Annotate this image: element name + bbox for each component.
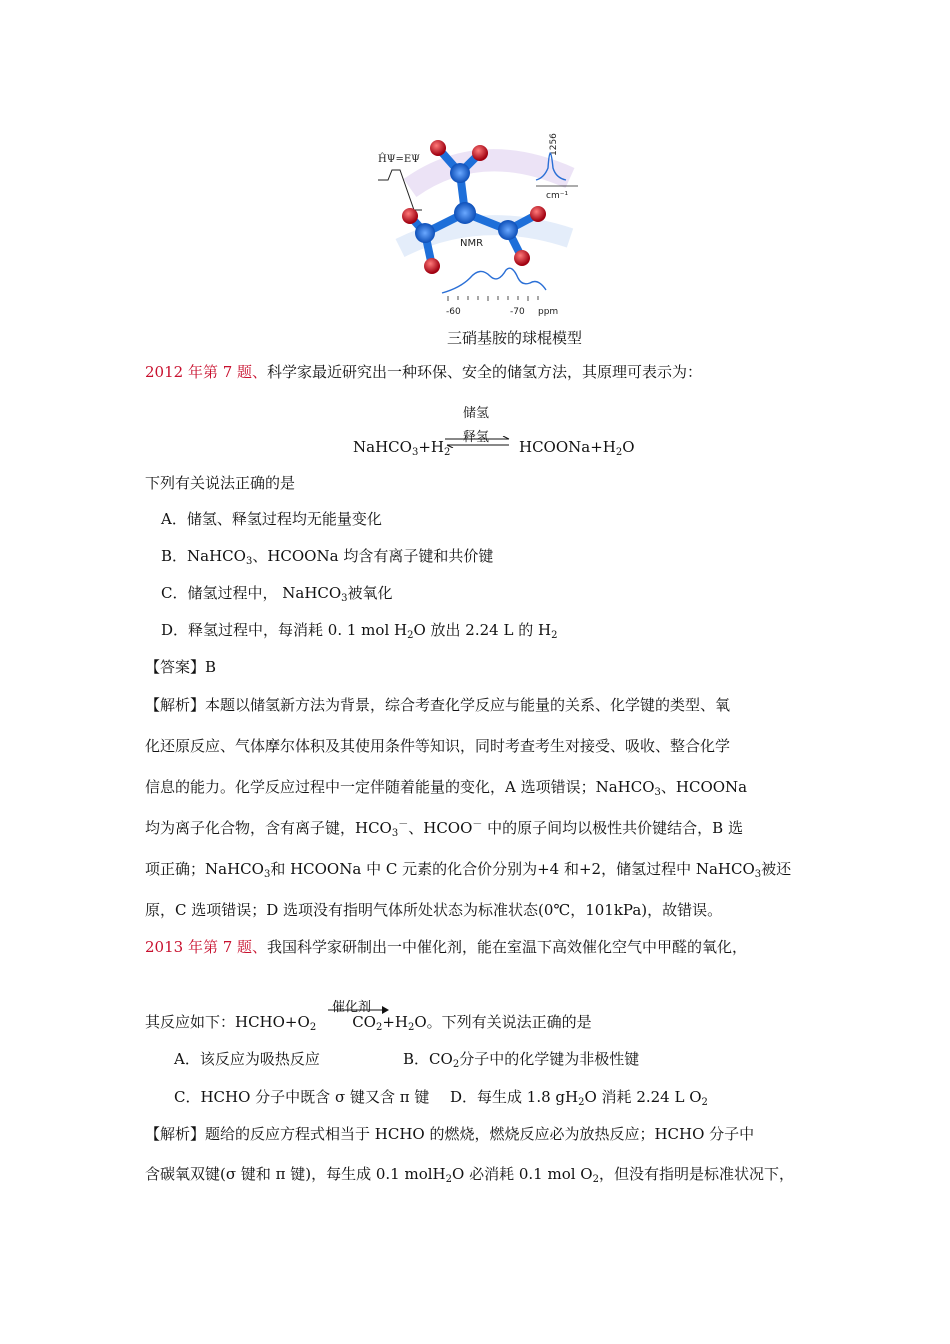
arrow-bottom-label: 释氢 [463,430,490,445]
q2012-tag: 2012 年第 7 题、 [145,363,268,381]
q2013-tag: 2013 年第 7 题、 [145,938,268,956]
q2013-option-a: A．该反应为吸热反应 [174,1050,320,1068]
q2012-option-d: D．释氢过程中，每消耗 0. 1 mol $H_2O$ 放出 2.24 L 的 $H_2$ [161,621,558,641]
q2012-explanation-6: 原，C 选项错误；D 选项没有指明气体所处状态为标准状态(0℃，101kPa)，故错误。 [145,901,723,919]
q2013-option-d: D．每生成 1.8 $gH_2O$ 消耗 2.24 L $O_2$ [450,1088,708,1108]
q2013-stem-line [145,937,747,957]
q2013-option-b: B．$CO_2$分子中的化学键为非极性键 [403,1050,640,1070]
q2013-stem: 我国科学家研制出一中催化剂，能在室温下高效催化空气中甲醛的氧化， [267,938,748,956]
q2012-explanation-5: 项正确；NaHCO$_3$和 HCOONa 中 C 元素的化合价分别为+4 和+2，储氢过程中 NaHCO$_3$被还 [145,860,792,880]
equation-right: $HCOONa+H_2O$ [519,438,635,458]
figure-caption: 三硝基胺的球棍模型 [447,329,583,347]
q2012-option-a: A．储氢、释氢过程均无能量变化 [161,510,382,528]
schrodinger-label: ĤΨ=EΨ [378,154,420,165]
q2012-explanation-1: 【解析】本题以储氢新方法为背景，综合考查化学反应与能量的关系、化学键的类型、氧 [145,696,731,714]
trinitramide-model-image [370,118,590,318]
nmr-label: NMR [460,238,484,249]
arrow-top-label: 储氢 [463,406,490,421]
catalyst-label: 催化剂 [332,1000,372,1015]
peak-label: 1256 [549,133,559,156]
q2013-explanation-1: 【解析】题给的反应方程式相当于 HCHO 的燃烧，燃烧反应必为放热反应；HCHO 分子中 [145,1125,755,1143]
q2012-question: 下列有关说法正确的是 [145,474,296,492]
unit-label: cm⁻¹ [546,191,569,201]
tick-minus-60: -60 [446,307,461,317]
ppm-label: ppm [538,307,559,317]
molecule-figure [370,118,590,318]
q2013-option-c: C．HCHO 分子中既含 σ 键又含 π 键 [174,1088,430,1106]
equation-left: $NaHCO_3+H_2$ [353,438,451,458]
tick-minus-70: -70 [510,307,525,317]
q2012-option-c: C．储氢过程中， NaHCO$_3$被氧化 [161,584,393,604]
q2012-stem: 科学家最近研究出一种环保、安全的储氢方法，其原理可表示为： [267,363,703,381]
q2012-answer: 【答案】B [145,658,217,676]
q2013-reaction-line: 其反应如下：$HCHO+O_2$ $CO_2+H_2O$。下列有关说法正确的是 [145,1013,592,1033]
q2012-option-b: B．NaHCO$_3$、HCOONa 均含有离子键和共价键 [161,547,494,567]
equilibrium-arrow [443,436,513,448]
q2012-stem-line [145,362,702,382]
q2013-explanation-2: 含碳氧双键(σ 键和 π 键)，每生成 0.1 molH$_2$O 必消耗 0.1 mol $O_2$，但没有指明是标准状况下， [145,1165,794,1185]
q2012-explanation-2: 化还原反应、气体摩尔体积及其使用条件等知识，同时考查考生对接受、吸收、整合化学 [145,737,731,755]
q2012-explanation-4: 均为离子化合物，含有离子键，$HCO_3^-$、HCOO－ 中的原子间均以极性共价键结合，B 选 [145,819,743,839]
q2012-explanation-3: 信息的能力。化学反应过程中一定伴随着能量的变化，A 选项错误；NaHCO$_3$、HCOONa [145,778,748,798]
